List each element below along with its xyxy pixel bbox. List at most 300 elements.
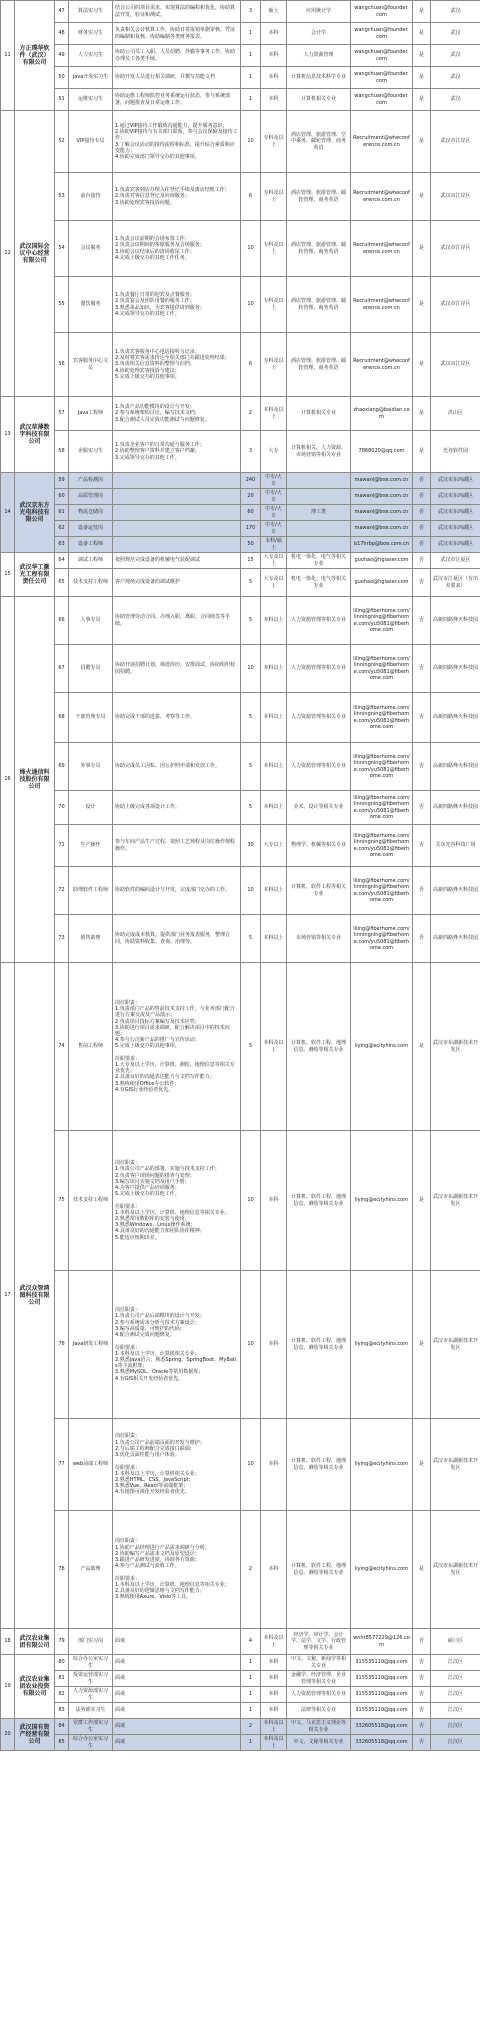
table-row xyxy=(1,173,480,221)
cell-no: 55 xyxy=(55,277,69,333)
cell-edu: 本科/硕士 xyxy=(261,537,287,553)
cell-count: 2 xyxy=(241,397,261,431)
cell-place: 武汉 xyxy=(431,1,480,23)
cell-interview: 是 xyxy=(413,221,431,277)
cell-major: 市场营销等相关专业 xyxy=(287,915,351,963)
cell-edu: 大专以上 xyxy=(261,825,287,867)
cell-count: 5 xyxy=(241,597,261,645)
cell-edu: 专科及以上 xyxy=(261,173,287,221)
table-row xyxy=(1,825,480,867)
cell-place: 高新四路烽火科技园 xyxy=(431,867,480,915)
table-row xyxy=(1,645,480,693)
cell-major: 人力资源管理等相关专业 xyxy=(287,743,351,791)
cell-no: 53 xyxy=(55,173,69,221)
cell-major: 经济学、审计学、会计学、法学、文学、行政管理等相关专业 xyxy=(287,1629,351,1655)
cell-major: 金融学、经济管理、企业管理等相关专业 xyxy=(287,1671,351,1687)
table-row xyxy=(1,397,480,431)
group-seq: 12 xyxy=(1,111,15,397)
cell-duty: 1.负责餐厅日常的迎宾及点餐服务； 2.负责宴会及团队用餐的服务工作； 3.熟悉菜品知识，为宾客提供周到服务； 4.完成领导交办的其他工作。 xyxy=(113,277,241,333)
cell-interview: 否 xyxy=(413,1629,431,1655)
table-row xyxy=(1,1687,480,1703)
cell-duty: 1.负责企业客户的日常沟通与服务工作； 2.协助整理客户资料并建立客户档案； 3.完成领导交办的其他工作。 xyxy=(113,431,241,473)
cell-email[interactable]: 7868020@qq.com xyxy=(351,431,413,473)
cell-place: 武汉市江夏区（有出差要求） xyxy=(431,569,480,597)
cell-no: 56 xyxy=(55,333,69,397)
cell-edu: 本科 xyxy=(261,89,287,111)
cell-post: 设计 xyxy=(69,791,113,825)
cell-edu: 本科以上 xyxy=(261,645,287,693)
table-row xyxy=(1,277,480,333)
cell-email[interactable]: wangchuan@founder.com xyxy=(351,89,413,111)
cell-email[interactable]: 332605518@qq.com xyxy=(351,1719,413,1735)
cell-major: 计算机、软件工程、地理信息、测绘等相关专业 xyxy=(287,963,351,1131)
cell-post: 综合办公室实习生 xyxy=(69,1655,113,1671)
cell-edu: 中专/大专 xyxy=(261,505,287,521)
cell-count: 5 xyxy=(241,743,261,791)
cell-no: 51 xyxy=(55,89,69,111)
cell-interview: 是 xyxy=(413,397,431,431)
cell-email[interactable]: 332605518@qq.com xyxy=(351,1735,413,1751)
cell-major: 酒店管理、旅游管理、邮轮管理、商务英语 xyxy=(287,277,351,333)
cell-major: 理工类 xyxy=(287,505,351,521)
cell-no: 75 xyxy=(55,1131,69,1271)
table-row xyxy=(1,1419,480,1511)
table-row xyxy=(1,505,480,521)
cell-major: 酒店管理、旅游管理、邮轮管理、商务英语 xyxy=(287,173,351,221)
cell-email[interactable]: 315535110@qq.com xyxy=(351,1703,413,1719)
cell-interview: 是 xyxy=(413,173,431,221)
cell-email[interactable]: liying@ecityhins.com xyxy=(351,1511,413,1629)
cell-post: 算法实习生 xyxy=(69,1,113,23)
cell-email[interactable]: liying@ecityhins.com xyxy=(351,1419,413,1511)
cell-major: 机电一体化、电气等相关专业 xyxy=(287,569,351,597)
company-name: 武汉农业集团农业投资有限公司 xyxy=(15,1655,55,1719)
cell-email[interactable]: liling@fiberhome.com/linningning@fiberhome.com/yu5081@fiberhome.com xyxy=(351,867,413,915)
cell-email[interactable]: wnhr8577229@126.com xyxy=(351,1629,413,1655)
cell-duty: 面谈 xyxy=(113,1687,241,1703)
cell-duty: 面谈 xyxy=(113,1655,241,1671)
cell-email[interactable]: liling@fiberhome.com/linningning@fiberhome.com/yu5081@fiberhome.com xyxy=(351,693,413,743)
cell-interview: 是 xyxy=(413,431,431,473)
cell-interview: 是 xyxy=(413,23,431,45)
cell-post: 干部管理专员 xyxy=(69,693,113,743)
cell-post: 招聘专员 xyxy=(69,645,113,693)
cell-post: 产品助理 xyxy=(69,1511,113,1629)
cell-count: 10 xyxy=(241,645,261,693)
cell-duty: 协助管理劳动合同、办理入职、离职、合同续签等手续。 xyxy=(113,597,241,645)
cell-edu: 中专/大专 xyxy=(261,521,287,537)
cell-email[interactable]: liling@fiberhome.com/linningning@fiberhome.com/yu5081@fiberhome.com xyxy=(351,597,413,645)
cell-duty: 面谈 xyxy=(113,1703,241,1719)
cell-major: 计算机相关、人力资源、市场营销等相关专业 xyxy=(287,431,351,473)
cell-edu: 本科 xyxy=(261,1511,287,1629)
cell-edu: 本科及以上 xyxy=(261,397,287,431)
cell-count: 5 xyxy=(241,791,261,825)
cell-count: 1 xyxy=(241,45,261,67)
cell-major: 物理学、机械等相关专业 xyxy=(287,825,351,867)
cell-no: 69 xyxy=(55,743,69,791)
cell-count: 1 xyxy=(241,67,261,89)
cell-place: 江汉区 xyxy=(431,1671,480,1687)
cell-no: 50 xyxy=(55,67,69,89)
cell-no: 60 xyxy=(55,489,69,505)
cell-post: 人力资源部实习生 xyxy=(69,1687,113,1703)
cell-email[interactable]: mawanl@boe.com.cn xyxy=(351,505,413,521)
cell-duty: 面谈 xyxy=(113,1735,241,1751)
cell-email[interactable]: wangchuan@founder.com xyxy=(351,23,413,45)
cell-no: 57 xyxy=(55,397,69,431)
cell-count: 10 xyxy=(241,277,261,333)
cell-email[interactable]: Recruitment@wheconference.com.cn xyxy=(351,111,413,173)
cell-edu: 本科以上 xyxy=(261,597,287,645)
company-name: 烽火通信科技股份有限公司 xyxy=(15,597,55,963)
cell-duty: 岗位职责： 1.负责公司产品的部署、实施与技术支持工作； 2.负责客户现场问题的排查与处理； 3.编写项目实施文档及用户手册； 4.为客户提供产品培训服务； 5.完成上级交办的其他工作。 任职要求： 1.本科及以上学历，计算机、地理信息等相关专业； 2.熟悉常用数据库的安装与使用； 3.熟悉Windows、Linux操作系统； 4.具备良好的沟通能力和团队协作精神； 5.能适应短期出差。 xyxy=(113,1131,241,1271)
cell-interview: 是 xyxy=(413,277,431,333)
cell-email[interactable]: 315535110@qq.com xyxy=(351,1687,413,1703)
cell-major xyxy=(287,521,351,537)
cell-email[interactable]: liling@fiberhome.com/linningning@fiberhome.com/yu5081@fiberhome.com xyxy=(351,915,413,963)
cell-duty xyxy=(113,537,241,553)
cell-major: 会计学 xyxy=(287,23,351,45)
cell-major: 中文、马克思主义理论等相关专业 xyxy=(287,1719,351,1735)
cell-email[interactable]: guohao@hglaser.com xyxy=(351,553,413,569)
cell-place: 高新四路烽火科技园 xyxy=(431,915,480,963)
cell-count: 170 xyxy=(241,521,261,537)
group-seq: 14 xyxy=(1,473,15,553)
cell-major xyxy=(287,489,351,505)
cell-count: 6 xyxy=(241,173,261,221)
cell-edu: 硕士 xyxy=(261,1,287,23)
cell-edu: 本科及以上 xyxy=(261,1735,287,1751)
cell-no: 64 xyxy=(55,553,69,569)
cell-place: 武汉市东湖新技术开发区 xyxy=(431,1131,480,1271)
table-row xyxy=(1,1735,480,1751)
cell-place: 武汉市东湖新技术开发区 xyxy=(431,963,480,1131)
cell-no: 85 xyxy=(55,1735,69,1751)
cell-email[interactable]: Recruitment@wheconference.com.cn xyxy=(351,333,413,397)
cell-duty: 协助公司员工入职、人员招聘、外勤等事务工作，协助办理员工各类手续。 xyxy=(113,45,241,67)
cell-no: 83 xyxy=(55,1703,69,1719)
cell-major: 应用统计学 xyxy=(287,1,351,23)
cell-place: 武汉 xyxy=(431,67,480,89)
cell-place: 武汉 xyxy=(431,45,480,67)
cell-no: 52 xyxy=(55,111,69,173)
cell-count: 5 xyxy=(241,915,261,963)
cell-interview: 是 xyxy=(413,1419,431,1511)
cell-place: 江汉区 xyxy=(431,1655,480,1671)
cell-no: 80 xyxy=(55,1655,69,1671)
cell-place: 光谷软件园 xyxy=(431,431,480,473)
cell-place: 武汉市东西湖区 xyxy=(431,505,480,521)
cell-interview: 否 xyxy=(413,553,431,569)
cell-duty: 协助完成成本核算，提供部门业务报表服务，整理合同，协助资料收集、查询、治理等。 xyxy=(113,915,241,963)
cell-duty: 面谈 xyxy=(113,1719,241,1735)
cell-place: 武汉市东湖新技术开发区 xyxy=(431,1419,480,1511)
table-row xyxy=(1,537,480,553)
cell-duty: 岗位职责： 1.负责部门产品的售前技术支持工作，与业务部门配合进行方案交流及产品演示； 2.负责项目投标方案编写及技术应答； 3.协助进行项目需求调研，配合解决项目中的技术问题； 4.参与公司新产品的推广与宣传活动； 5.完成上级交办的其他事项。 任职要求： 1.大专及以上学历，计算机、测绘、地理信息等相关专业优先； 2.具备良好的沟通表达能力与文档写作能力； 3.熟练使用Office办公软件； 4.有GIS行业经验者优先。 xyxy=(113,963,241,1131)
cell-interview: 否 xyxy=(413,645,431,693)
cell-interview: 是 xyxy=(413,1271,431,1419)
cell-interview: 否 xyxy=(413,915,431,963)
cell-email[interactable]: liling@fiberhome.com/linningning@fiberhome.com/yu5081@fiberhome.com xyxy=(351,791,413,825)
cell-duty: 按照规范完成设备的机械电气装配调试 xyxy=(113,553,241,569)
company-name: 武汉京东方光电科技有限公司 xyxy=(15,473,55,553)
cell-post: 法务部实习生 xyxy=(69,1703,113,1719)
group-seq: 13 xyxy=(1,397,15,473)
cell-email[interactable]: zhaoxiang@baidian.com xyxy=(351,397,413,431)
cell-edu: 专科及以上 xyxy=(261,111,287,173)
cell-post: 财务实习生 xyxy=(69,23,113,45)
cell-post: VIP接待专员 xyxy=(69,111,113,173)
cell-email[interactable]: liying@ecityhins.com xyxy=(351,1131,413,1271)
cell-count: 60 xyxy=(241,505,261,521)
cell-interview: 是 xyxy=(413,45,431,67)
cell-major: 酒店管理、旅游管理、空中乘务、邮轮管理、商务英语 xyxy=(287,111,351,173)
cell-edu: 本科 xyxy=(261,1671,287,1687)
cell-count: 50 xyxy=(241,537,261,553)
cell-place: 高新四路烽火科技园 xyxy=(431,645,480,693)
cell-post: 人事专员 xyxy=(69,597,113,645)
cell-post: 售前工程师 xyxy=(69,963,113,1131)
cell-no: 54 xyxy=(55,221,69,277)
cell-email[interactable]: liling@fiberhome.com/linningning@fiberhome.com/yu5081@fiberhome.com xyxy=(351,645,413,693)
cell-no: 67 xyxy=(55,645,69,693)
cell-post: 调试工程师 xyxy=(69,553,113,569)
cell-edu: 本科以上 xyxy=(261,915,287,963)
cell-place: 高新四路烽火科技园 xyxy=(431,693,480,743)
table-row xyxy=(1,67,480,89)
cell-post: 助理软件工程师 xyxy=(69,867,113,915)
company-name: 武汉国际会议中心经营有限公司 xyxy=(15,111,55,397)
group-seq: 11 xyxy=(1,1,15,111)
cell-post: 产品检测岗 xyxy=(69,473,113,489)
cell-interview: 是 xyxy=(413,89,431,111)
cell-count: 1 xyxy=(241,1687,261,1703)
cell-major xyxy=(287,473,351,489)
company-name: 武汉华工激光工程有限责任公司 xyxy=(15,553,55,597)
group-seq: 19 xyxy=(1,1655,15,1719)
cell-count: 5 xyxy=(241,963,261,1131)
cell-count: 1 xyxy=(241,1671,261,1687)
table-row xyxy=(1,45,480,67)
table-row xyxy=(1,23,480,45)
cell-post: 会议服务 xyxy=(69,221,113,277)
table-row xyxy=(1,521,480,537)
cell-place: 关东光谷科技广场 xyxy=(431,825,480,867)
cell-place: 洪山区 xyxy=(431,397,480,431)
cell-email[interactable]: Recruitment@wheconference.com.cn xyxy=(351,173,413,221)
cell-place: 武汉市江岸区 xyxy=(431,221,480,277)
cell-email[interactable]: b17hrbp@boe.com.cn xyxy=(351,537,413,553)
cell-count: 1 xyxy=(241,89,261,111)
cell-interview: 是 xyxy=(413,1131,431,1271)
table-row xyxy=(1,1271,480,1419)
cell-no: 59 xyxy=(55,473,69,489)
cell-edu: 本科 xyxy=(261,1271,287,1419)
table-row xyxy=(1,553,480,569)
cell-email[interactable]: mawanl@boe.com.cn xyxy=(351,473,413,489)
cell-place: 江汉区 xyxy=(431,1703,480,1719)
cell-edu: 大专及以上 xyxy=(261,569,287,597)
table-row xyxy=(1,1629,480,1655)
cell-post: 运维实习生 xyxy=(69,89,113,111)
cell-interview: 否 xyxy=(413,1703,431,1719)
cell-count: 10 xyxy=(241,221,261,277)
cell-duty: 协助运维工程师监控业务系统运行状态，参与系统部署，问题排查及日常运维工作。 xyxy=(113,89,241,111)
cell-edu: 本科 xyxy=(261,1655,287,1671)
cell-email[interactable]: Recruitment@wheconference.com.cn xyxy=(351,221,413,277)
cell-edu: 本科以上 xyxy=(261,791,287,825)
cell-count: 10 xyxy=(241,1271,261,1419)
cell-interview: 否 xyxy=(413,1655,431,1671)
company-name: 方正璞华软件（武汉）有限公司 xyxy=(15,1,55,111)
cell-place: 武汉市江岸区 xyxy=(431,111,480,173)
cell-email[interactable]: wangchuan@founder.com xyxy=(351,1,413,23)
cell-place: 武汉 xyxy=(431,89,480,111)
cell-no: 73 xyxy=(55,915,69,963)
cell-edu: 本科 xyxy=(261,67,287,89)
cell-edu: 本科及以上 xyxy=(261,1629,287,1655)
cell-interview: 是 xyxy=(413,333,431,397)
cell-post: 设备工程师 xyxy=(69,537,113,553)
group-seq: 20 xyxy=(1,1719,15,1751)
cell-place: 高新四路烽火科技园 xyxy=(431,597,480,645)
cell-no: 58 xyxy=(55,431,69,473)
cell-duty: 面谈 xyxy=(113,1629,241,1655)
cell-post: 销售助理 xyxy=(69,915,113,963)
cell-place: 江汉区 xyxy=(431,1687,480,1703)
cell-post: Java开发实习生 xyxy=(69,67,113,89)
cell-major: 计算机、软件工程等相关专业 xyxy=(287,867,351,915)
cell-post: 综合办公室实习生 xyxy=(69,1735,113,1751)
cell-major: 人力资源管理等相关专业 xyxy=(287,1687,351,1703)
cell-place: 武汉市东西湖区 xyxy=(431,537,480,553)
table-row xyxy=(1,693,480,743)
cell-edu: 专科及以上 xyxy=(261,277,287,333)
cell-email[interactable]: wangchuan@founder.com xyxy=(351,45,413,67)
cell-major: 计算机、软件工程、地理信息、测绘等相关专业 xyxy=(287,1131,351,1271)
cell-email[interactable]: mawanl@boe.com.cn xyxy=(351,521,413,537)
table-row xyxy=(1,1655,480,1671)
cell-major xyxy=(287,537,351,553)
cell-email[interactable]: liling@fiberhome.com/linningning@fiberhome.com/yu5081@fiberhome.com xyxy=(351,825,413,867)
cell-count: 6 xyxy=(241,333,261,397)
cell-count: 20 xyxy=(241,489,261,505)
cell-no: 48 xyxy=(55,23,69,45)
cell-email[interactable]: 315535110@qq.com xyxy=(351,1655,413,1671)
table-row xyxy=(1,963,480,1131)
cell-no: 84 xyxy=(55,1719,69,1735)
cell-count: 3 xyxy=(241,431,261,473)
cell-place: 江汉区 xyxy=(431,1735,480,1751)
cell-no: 70 xyxy=(55,791,69,825)
cell-count: 1 xyxy=(241,1735,261,1751)
cell-major: 机电一体化、电气等相关专业 xyxy=(287,553,351,569)
cell-major: 人力资源管理等相关专业 xyxy=(287,645,351,693)
cell-email[interactable]: Recruitment@wheconference.com.cn xyxy=(351,277,413,333)
cell-duty: 1.负责宾客到店办理入住登记手续及离店结账工作； 2.负责对客信息登记及问询服务； 3.协助处理宾客投诉问题。 xyxy=(113,173,241,221)
cell-email[interactable]: wangchuan@founder.com xyxy=(351,67,413,89)
cell-count: 1 xyxy=(241,1703,261,1719)
cell-post: 餐饮服务 xyxy=(69,277,113,333)
cell-major: 计算机、软件工程、地理信息、测绘等相关专业 xyxy=(287,1419,351,1511)
cell-post: 企服实习生 xyxy=(69,431,113,473)
cell-count: 240 xyxy=(241,473,261,489)
company-name: 武汉农业集团有限公司 xyxy=(15,1629,55,1655)
cell-place: 武汉市江岸区 xyxy=(431,277,480,333)
cell-place: 硚口区 xyxy=(431,1629,480,1655)
table-row xyxy=(1,1131,480,1271)
cell-post: 宾客服务中心文员 xyxy=(69,333,113,397)
cell-email[interactable]: liying@ecityhins.com xyxy=(351,1271,413,1419)
cell-no: 68 xyxy=(55,693,69,743)
cell-place: 武汉市江夏区 xyxy=(431,553,480,569)
cell-place: 武汉市江岸区 xyxy=(431,333,480,397)
cell-major: 中文、文秘、新闻学等相关专业 xyxy=(287,1655,351,1671)
table-body xyxy=(1,1,480,1751)
cell-major: 中文、文秘等相关专业 xyxy=(287,1735,351,1751)
cell-count: 30 xyxy=(241,825,261,867)
cell-major: 美术、设计等相关专业 xyxy=(287,791,351,825)
cell-no: 47 xyxy=(55,1,69,23)
cell-post: 外事专员 xyxy=(69,743,113,791)
group-seq: 16 xyxy=(1,597,15,963)
cell-no: 72 xyxy=(55,867,69,915)
cell-count: 3 xyxy=(241,1,261,23)
company-name: 武汉众智鸿图科技有限公司 xyxy=(15,963,55,1629)
cell-post: Java工程师 xyxy=(69,397,113,431)
table-row xyxy=(1,1511,480,1629)
cell-duty: 1.负责宾客服务中心电话接听与记录； 2.及时将宾客需求传达至相关部门并跟进处理结果； 3.负责相关信息资料的整理与归档； 4.协助处理宾客投诉与建议； 5.完成上级交办的其他事项。 xyxy=(113,333,241,397)
cell-place: 武汉市东西湖区 xyxy=(431,521,480,537)
cell-count: 10 xyxy=(241,1131,261,1271)
cell-interview: 是 xyxy=(413,67,431,89)
cell-edu: 本科及以上 xyxy=(261,1719,287,1735)
cell-major: 人力资源管理等相关专业 xyxy=(287,597,351,645)
cell-post: 技术支持工程师 xyxy=(69,1131,113,1271)
table-row xyxy=(1,473,480,489)
cell-count: 10 xyxy=(241,867,261,915)
table-row xyxy=(1,867,480,915)
cell-email[interactable]: liying@ecityhins.com xyxy=(351,963,413,1131)
cell-no: 76 xyxy=(55,1271,69,1419)
cell-interview: 是 xyxy=(413,963,431,1131)
cell-email[interactable]: mawanl@boe.com.cn xyxy=(351,489,413,505)
cell-duty: 岗位职责： 1.协助产品经理进行产品需求调研与分析； 2.协助编写产品需求文档及原型设计； 3.跟进产品研发进度，协调各方资源； 4.参与产品测试与验收工作。 任职要求： 1.本科及以上学历，计算机、地理信息等相关专业； 2.具备良好的逻辑思维与文档写作能力； 3.熟练使用Axure、Visio等工具。 xyxy=(113,1511,241,1629)
cell-major: 人力资源管理 xyxy=(287,45,351,67)
cell-no: 77 xyxy=(55,1419,69,1511)
cell-email[interactable]: 315535110@qq.com xyxy=(351,1671,413,1687)
cell-count: 5 xyxy=(241,693,261,743)
cell-no: 81 xyxy=(55,1671,69,1687)
cell-count: 1 xyxy=(241,23,261,45)
cell-email[interactable]: guohao@hglaser.com xyxy=(351,569,413,597)
cell-duty xyxy=(113,521,241,537)
cell-interview: 否 xyxy=(413,473,431,489)
cell-interview: 是 xyxy=(413,1,431,23)
cell-post: 部门实习岗 xyxy=(69,1629,113,1655)
cell-duty: 协助开发人员进行相关调研，并撰写功能文档 xyxy=(113,67,241,89)
cell-place: 武汉市江岸区 xyxy=(431,173,480,221)
cell-interview: 否 xyxy=(413,825,431,867)
cell-email[interactable]: liling@fiberhome.com/linningning@fiberhome.com/yu5081@fiberhome.com xyxy=(351,743,413,791)
cell-major: 计算机、软件工程、地理信息、测绘等相关专业 xyxy=(287,1511,351,1629)
cell-post: Java研发工程师 xyxy=(69,1271,113,1419)
group-seq: 18 xyxy=(1,1629,15,1655)
cell-edu: 本科以上 xyxy=(261,693,287,743)
group-seq: 17 xyxy=(1,963,15,1629)
table-row xyxy=(1,431,480,473)
